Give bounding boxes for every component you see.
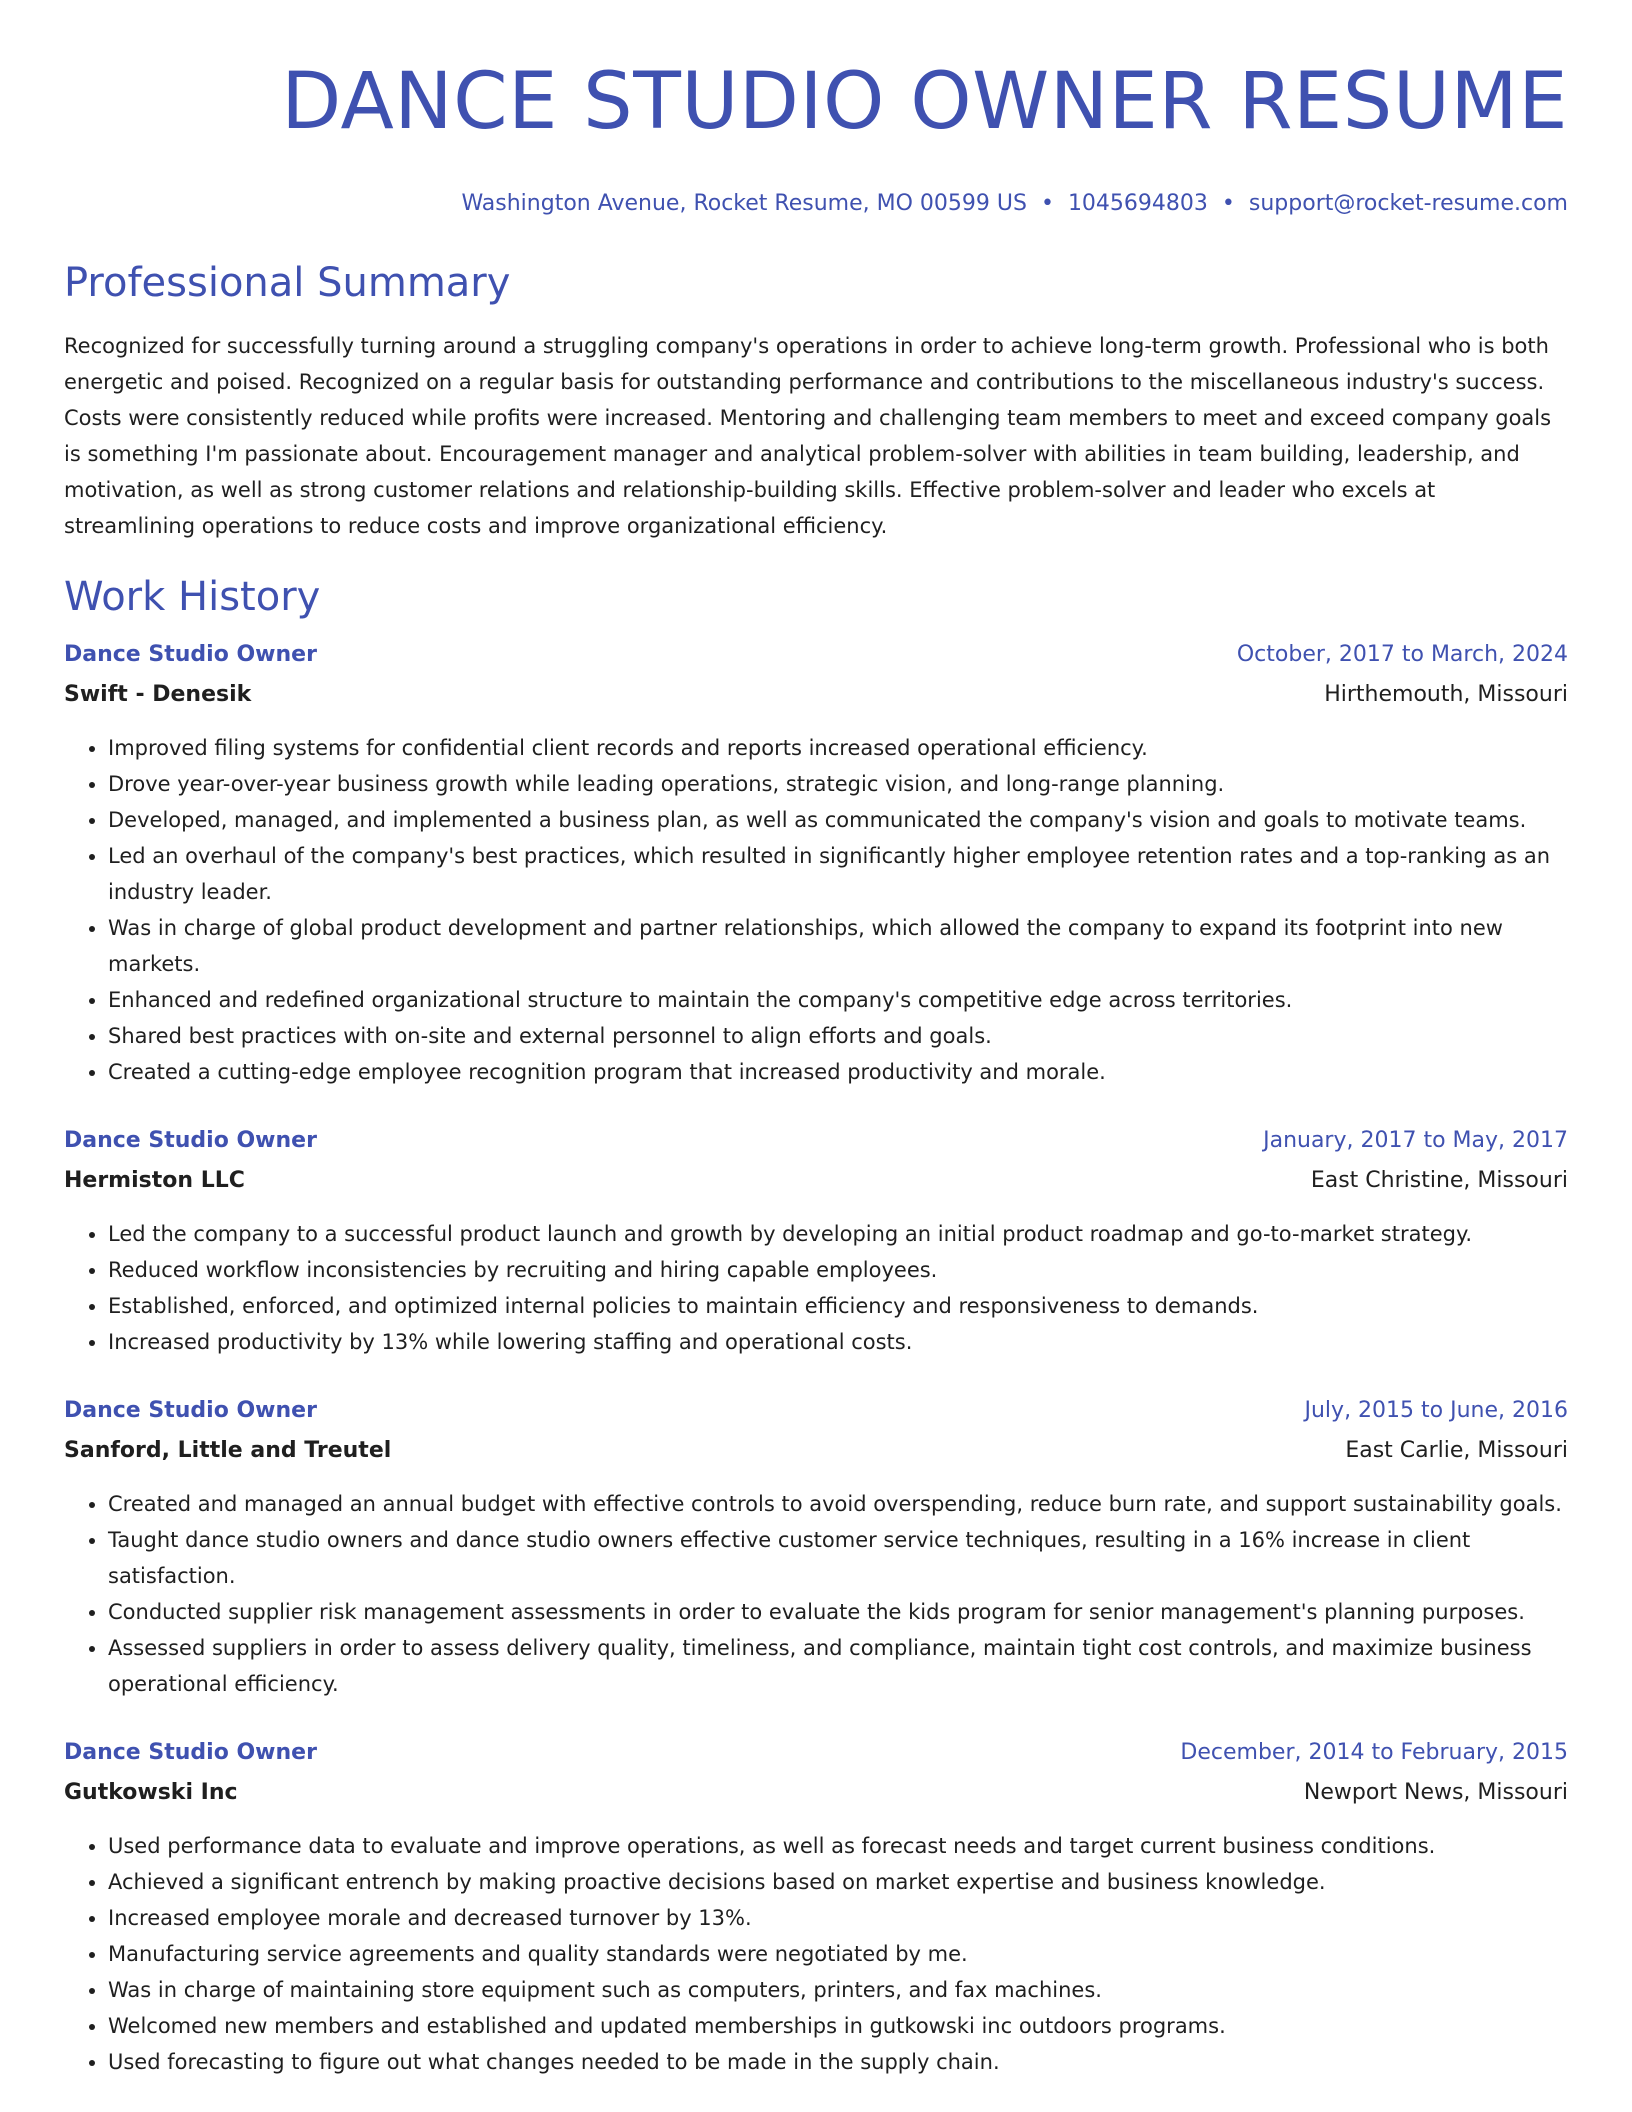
- job-location: Newport News, Missouri: [1303, 1780, 1568, 1805]
- job-bullet: • Manufacturing service agreements and quality standards were negotiated by me.: [108, 1936, 1568, 1972]
- job-bullets: [64, 1216, 1568, 1360]
- summary-text: Recognized for successfully turning around a struggling company's operations in order to achieve long-term growth. Professional who is both energetic and poised. Recognized on a regular basis for outstanding performance and contributions to the miscellaneous industry's success. Costs were consistently reduced while profits were increased. Mentoring and challenging team members to meet and exceed company goals is something I'm passionate about. Encouragement manager and analytical problem-solver with abilities in team building, leadership, and motivation, as well as strong customer relations and relationship-building skills. Effective problem-solver and leader who excels at streamlining operations to reduce costs and improve organizational efficiency.: [64, 334, 1552, 538]
- job-bullet: • Welcomed new members and established and updated memberships in gutkowski inc outdoors programs.: [108, 2008, 1568, 2044]
- job-entry: [64, 1396, 1568, 1702]
- job-bullet: • Achieved a significant entrench by making proactive decisions based on market expertise and business knowledge.: [108, 1864, 1568, 1900]
- job-location: Hirthemouth, Missouri: [1324, 682, 1568, 707]
- job-dates: December, 2014 to February, 2015: [1180, 1740, 1568, 1765]
- contact-separator: •: [1040, 191, 1054, 216]
- job-bullets: [64, 1828, 1568, 2080]
- work-history-heading: Work History: [64, 574, 321, 620]
- resume-header: [64, 50, 1568, 218]
- job-bullet: • Increased productivity by 13% while lowering staffing and operational costs.: [108, 1324, 1568, 1360]
- job-title: Dance Studio Owner: [64, 1740, 317, 1765]
- job-title: Dance Studio Owner: [64, 1398, 317, 1423]
- job-bullets: [64, 1486, 1568, 1702]
- job-bullet: • Enhanced and redefined organizational structure to maintain the company's competitive edge across territories.: [108, 982, 1568, 1018]
- page-title: DANCE STUDIO OWNER RESUME: [281, 57, 1568, 147]
- job-bullet: • Used performance data to evaluate and improve operations, as well as forecast needs and target current business conditions.: [108, 1828, 1568, 1864]
- job-bullet: • Shared best practices with on-site and external personnel to align efforts and goals.: [108, 1018, 1568, 1054]
- contact-phone: 1045694803: [1067, 191, 1208, 216]
- job-dates: January, 2017 to May, 2017: [1263, 1128, 1568, 1153]
- job-bullet: • Drove year-over-year business growth while leading operations, strategic vision, and long-range planning.: [108, 766, 1568, 802]
- job-bullet: • Assessed suppliers in order to assess delivery quality, timeliness, and compliance, maintain tight cost controls, and maximize business operational efficiency.: [108, 1630, 1568, 1702]
- job-bullet: • Increased employee morale and decreased turnover by 13%.: [108, 1900, 1568, 1936]
- job-bullet: • Reduced workflow inconsistencies by recruiting and hiring capable employees.: [108, 1252, 1568, 1288]
- contact-separator: •: [1221, 191, 1235, 216]
- job-bullet: • Led an overhaul of the company's best practices, which resulted in significantly higher employee retention rates and a top-ranking as an industry leader.: [108, 838, 1568, 910]
- job-bullet: • Created and managed an annual budget with effective controls to avoid overspending, reduce burn rate, and support sustainability goals.: [108, 1486, 1568, 1522]
- job-entry: [64, 1126, 1568, 1360]
- job-bullet: • Led the company to a successful product launch and growth by developing an initial product roadmap and go-to-market strategy.: [108, 1216, 1568, 1252]
- job-entry: [64, 1738, 1568, 2080]
- job-location: East Christine, Missouri: [1310, 1168, 1568, 1193]
- job-location: East Carlie, Missouri: [1345, 1438, 1568, 1463]
- job-entry: [64, 640, 1568, 1090]
- job-bullet: • Created a cutting-edge employee recognition program that increased productivity and morale.: [108, 1054, 1568, 1090]
- job-bullet: • Developed, managed, and implemented a business plan, as well as communicated the company's vision and goals to motivate teams.: [108, 802, 1568, 838]
- job-bullet: • Improved filing systems for confidential client records and reports increased operational efficiency.: [108, 730, 1568, 766]
- job-bullet: • Taught dance studio owners and dance studio owners effective customer service techniques, resulting in a 16% increase in client satisfaction.: [108, 1522, 1568, 1594]
- job-title: Dance Studio Owner: [64, 642, 317, 667]
- job-dates: July, 2015 to June, 2016: [1304, 1398, 1568, 1423]
- job-bullet: • Conducted supplier risk management assessments in order to evaluate the kids program for senior management's planning purposes.: [108, 1594, 1568, 1630]
- job-bullet: • Established, enforced, and optimized internal policies to maintain efficiency and responsiveness to demands.: [108, 1288, 1568, 1324]
- contact-email: support@rocket-resume.com: [1248, 191, 1568, 216]
- job-bullets: [64, 730, 1568, 1090]
- contact-line: [64, 190, 1568, 218]
- job-bullet: • Used forecasting to figure out what changes needed to be made in the supply chain.: [108, 2044, 1568, 2080]
- job-title: Dance Studio Owner: [64, 1128, 317, 1153]
- summary-heading: Professional Summary: [64, 260, 511, 306]
- job-company: Sanford, Little and Treutel: [64, 1438, 392, 1463]
- contact-address: Washington Avenue, Rocket Resume, MO 00599 US: [461, 191, 1027, 216]
- job-bullet: • Was in charge of maintaining store equipment such as computers, printers, and fax machines.: [108, 1972, 1568, 2008]
- job-company: Hermiston LLC: [64, 1168, 245, 1193]
- job-bullet: • Was in charge of global product development and partner relationships, which allowed the company to expand its footprint into new markets.: [108, 910, 1568, 982]
- job-company: Swift - Denesik: [64, 682, 252, 707]
- job-company: Gutkowski Inc: [64, 1780, 238, 1805]
- job-dates: October, 2017 to March, 2024: [1236, 642, 1568, 667]
